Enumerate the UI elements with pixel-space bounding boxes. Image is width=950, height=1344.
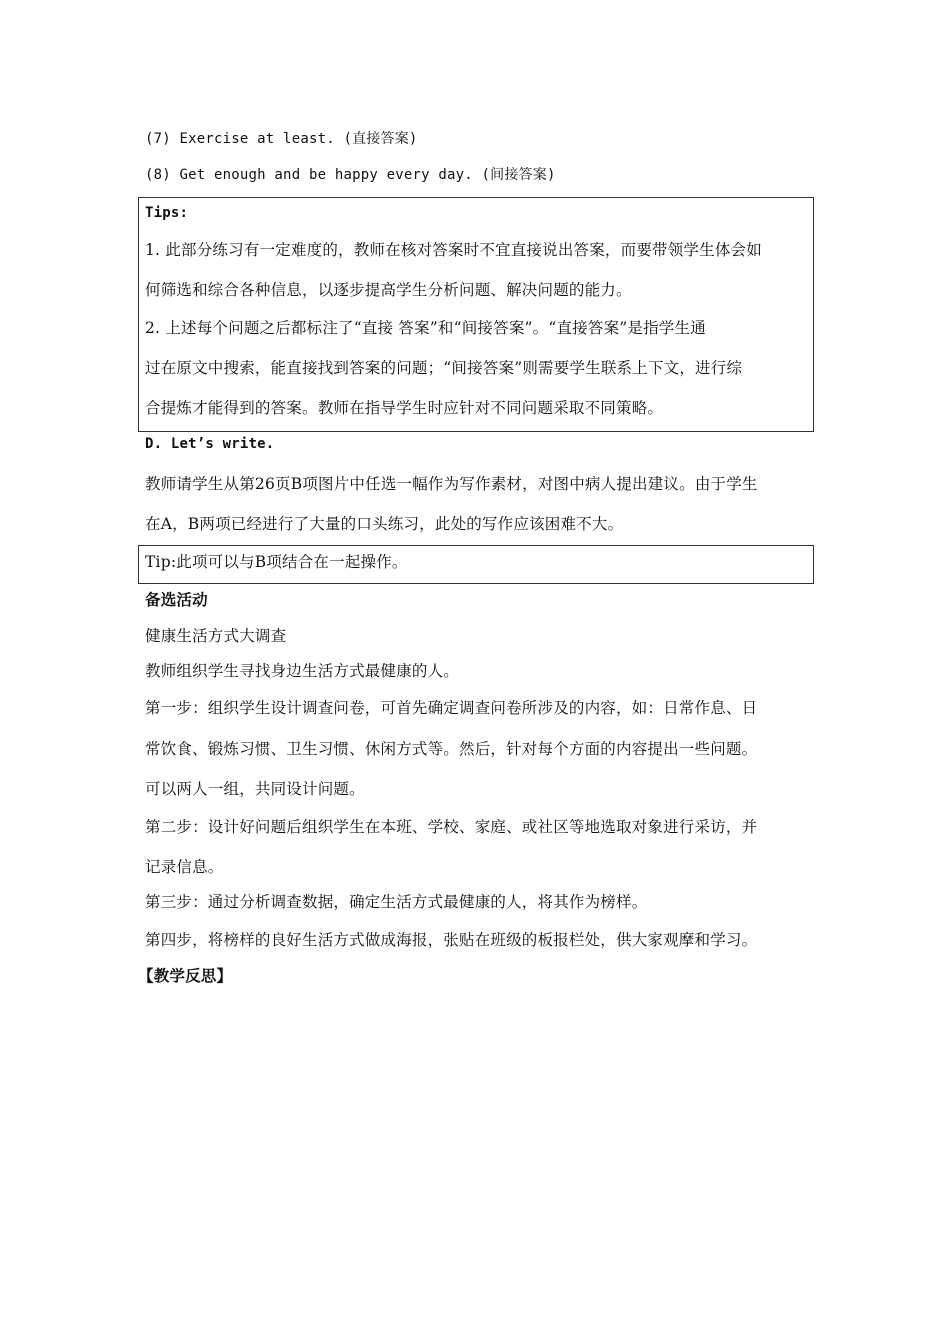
teaching-reflection-heading: 【教学反思】: [138, 966, 233, 985]
section-d-line-1: 教师请学生从第26页B项图片中任选一幅作为写作素材，对图中病人提出建议。由于学生: [145, 475, 758, 493]
tips-paragraph-2-line-1: 2. 上述每个问题之后都标注了“直接 答案”和“间接答案”。“直接答案”是指学生通: [145, 319, 706, 337]
step-3: 第三步：通过分析调查数据，确定生活方式最健康的人，将其作为榜样。: [145, 893, 648, 911]
optional-activity-intro: 教师组织学生寻找身边生活方式最健康的人。: [145, 662, 460, 680]
step-1-line-2: 常饮食、锻炼习惯、卫生习惯、休闲方式等。然后，针对每个方面的内容提出一些问题。: [145, 740, 758, 758]
section-d-line-2: 在A，B两项已经进行了大量的口头练习，此处的写作应该困难不大。: [145, 515, 624, 533]
answer-item-7: (7) Exercise at least. (直接答案): [145, 131, 418, 147]
tips-paragraph-1-line-1: 1. 此部分练习有一定难度的，教师在核对答案时不宜直接说出答案，而要带领学生体会如: [145, 241, 762, 259]
step-2-line-1: 第二步：设计好问题后组织学生在本班、学校、家庭、或社区等地选取对象进行采访，并: [145, 818, 758, 836]
tip-text: Tip:此项可以与B项结合在一起操作。: [145, 553, 408, 571]
optional-activity-heading: 备选活动: [145, 590, 208, 609]
step-1-line-3: 可以两人一组，共同设计问题。: [145, 780, 365, 798]
section-d-heading: D. Let’s write.: [145, 436, 275, 452]
answer-item-8: (8) Get enough and be happy every day. (间接答案): [145, 167, 556, 183]
step-1-line-1: 第一步：组织学生设计调查问卷，可首先确定调查问卷所涉及的内容，如：日常作息、日: [145, 699, 758, 717]
tips-paragraph-1-line-2: 何筛选和综合各种信息，以逐步提高学生分析问题、解决问题的能力。: [145, 281, 632, 299]
step-2-line-2: 记录信息。: [145, 858, 224, 876]
tips-paragraph-2-line-2: 过在原文中搜索，能直接找到答案的问题；“间接答案”则需要学生联系上下文，进行综: [145, 359, 743, 377]
optional-activity-title: 健康生活方式大调查: [145, 627, 287, 645]
step-4: 第四步，将榜样的良好生活方式做成海报，张贴在班级的板报栏处，供大家观摩和学习。: [145, 931, 758, 949]
tips-paragraph-2-line-3: 合提炼才能得到的答案。教师在指导学生时应针对不同问题采取不同策略。: [145, 399, 664, 417]
tips-box: [138, 197, 814, 432]
tips-heading: Tips:: [145, 205, 189, 221]
tip-box: [138, 545, 814, 584]
